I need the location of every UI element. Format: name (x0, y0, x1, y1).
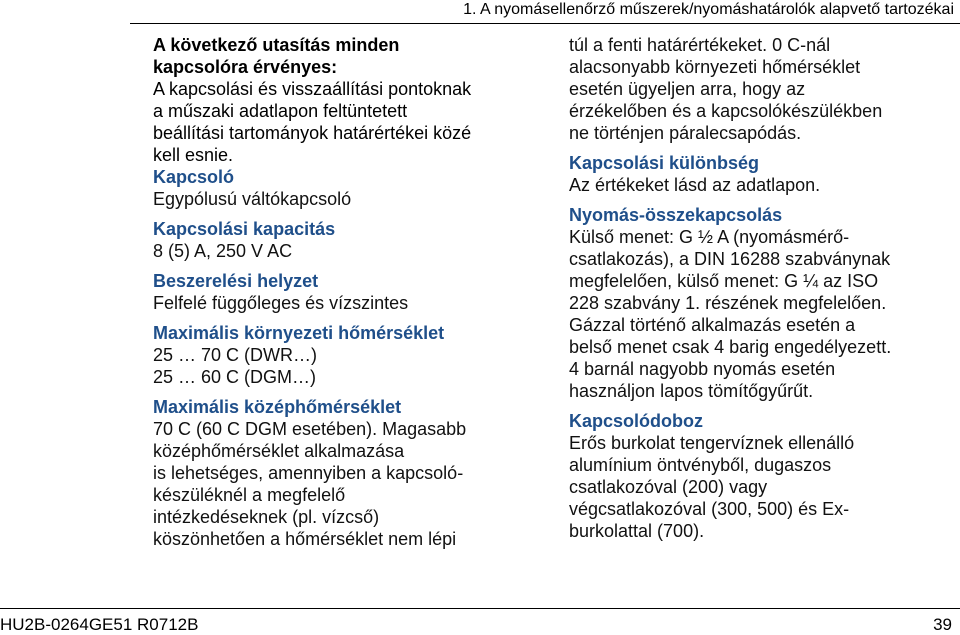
switching-diff-text: Az értékeket lásd az adatlapon. (569, 175, 821, 195)
switch-heading: Kapcsoló (153, 167, 235, 187)
running-header: 1. A nyomásellenőrző műszerek/nyomáshatárolók alapvető tartozékai (463, 1, 954, 18)
mounting-text: Felfelé függőleges és vízszintes (153, 293, 409, 313)
continuation-line: esetén ügyeljen arra, hogy az (569, 79, 806, 99)
switching-diff-heading: Kapcsolási különbség (569, 153, 760, 173)
page-number: 39 (933, 615, 952, 634)
pressure-connection-line: csatlakozás), a DIN 16288 szabványnak (569, 249, 891, 269)
medium-temp-line: köszönhetően a hőmérséklet nem lépi (153, 529, 457, 549)
switch-box-line: burkolattal (700). (569, 521, 705, 541)
intro-text-line: beállítási tartományok határértékei közé (153, 123, 472, 143)
capacity-text: 8 (5) A, 250 V AC (153, 241, 293, 261)
medium-temp-line: készüléknél a megfelelő (153, 485, 346, 505)
mounting-heading: Beszerelési helyzet (153, 271, 319, 291)
switch-box-line: végcsatlakozóval (300, 500) és Ex- (569, 499, 850, 519)
capacity-heading: Kapcsolási kapacitás (153, 219, 336, 239)
pressure-connection-line: Külső menet: G ½ A (nyomásmérő- (569, 227, 850, 247)
medium-temp-line: 70 C (60 C DGM esetében). Magasabb (153, 419, 467, 439)
left-column (153, 34, 553, 550)
pressure-connection-line: 4 barnál nagyobb nyomás esetén (569, 359, 836, 379)
intro-text-line: a műszaki adatlapon feltüntetett (153, 101, 408, 121)
continuation-line: érzékelőben és a kapcsolókészülékben (569, 101, 883, 121)
switch-box-heading: Kapcsolódoboz (569, 411, 703, 431)
intro-text-line: A kapcsolási és visszaállítási pontoknak (153, 79, 472, 99)
pressure-connection-line: belső menet csak 4 barig engedélyezett. (569, 337, 892, 357)
pressure-connection-heading: Nyomás-összekapcsolás (569, 205, 783, 225)
switch-text: Egypólusú váltókapcsoló (153, 189, 352, 209)
intro-text-line: kell esnie. (153, 145, 234, 165)
continuation-line: túl a fenti határértékeket. 0 C-nál (569, 35, 831, 55)
intro-bold-line: kapcsolóra érvényes: (153, 57, 338, 77)
switch-box-line: Erős burkolat tengervíznek ellenálló (569, 433, 855, 453)
document-code: HU2B-0264GE51 R0712B (0, 615, 199, 634)
intro-bold-line: A következő utasítás minden (153, 35, 400, 55)
right-column (569, 34, 954, 542)
medium-temp-line: is lehetséges, amennyiben a kapcsoló- (153, 463, 464, 483)
pressure-connection-line: használjon lapos tömítőgyűrűt. (569, 381, 814, 401)
continuation-line: alacsonyabb környezeti hőmérséklet (569, 57, 861, 77)
medium-temp-heading: Maximális középhőmérséklet (153, 397, 402, 417)
footer-rule (0, 608, 960, 609)
medium-temp-line: intézkedéseknek (pl. vízcső) (153, 507, 380, 527)
ambient-temp-heading: Maximális környezeti hőmérséklet (153, 323, 445, 343)
ambient-temp-line: 25 … 60 C (DGM…) (153, 367, 317, 387)
switch-box-line: alumínium öntvényből, dugaszos (569, 455, 832, 475)
switch-box-line: csatlakozóval (200) vagy (569, 477, 768, 497)
continuation-line: ne történjen páralecsapódás. (569, 123, 802, 143)
header-rule (130, 23, 960, 24)
pressure-connection-line: megfelelően, külső menet: G ¼ az ISO (569, 271, 879, 291)
ambient-temp-line: 25 … 70 C (DWR…) (153, 345, 318, 365)
pressure-connection-line: Gázzal történő alkalmazás esetén a (569, 315, 856, 335)
pressure-connection-line: 228 szabvány 1. részének megfelelően. (569, 293, 887, 313)
medium-temp-line: középhőmérséklet alkalmazása (153, 441, 405, 461)
